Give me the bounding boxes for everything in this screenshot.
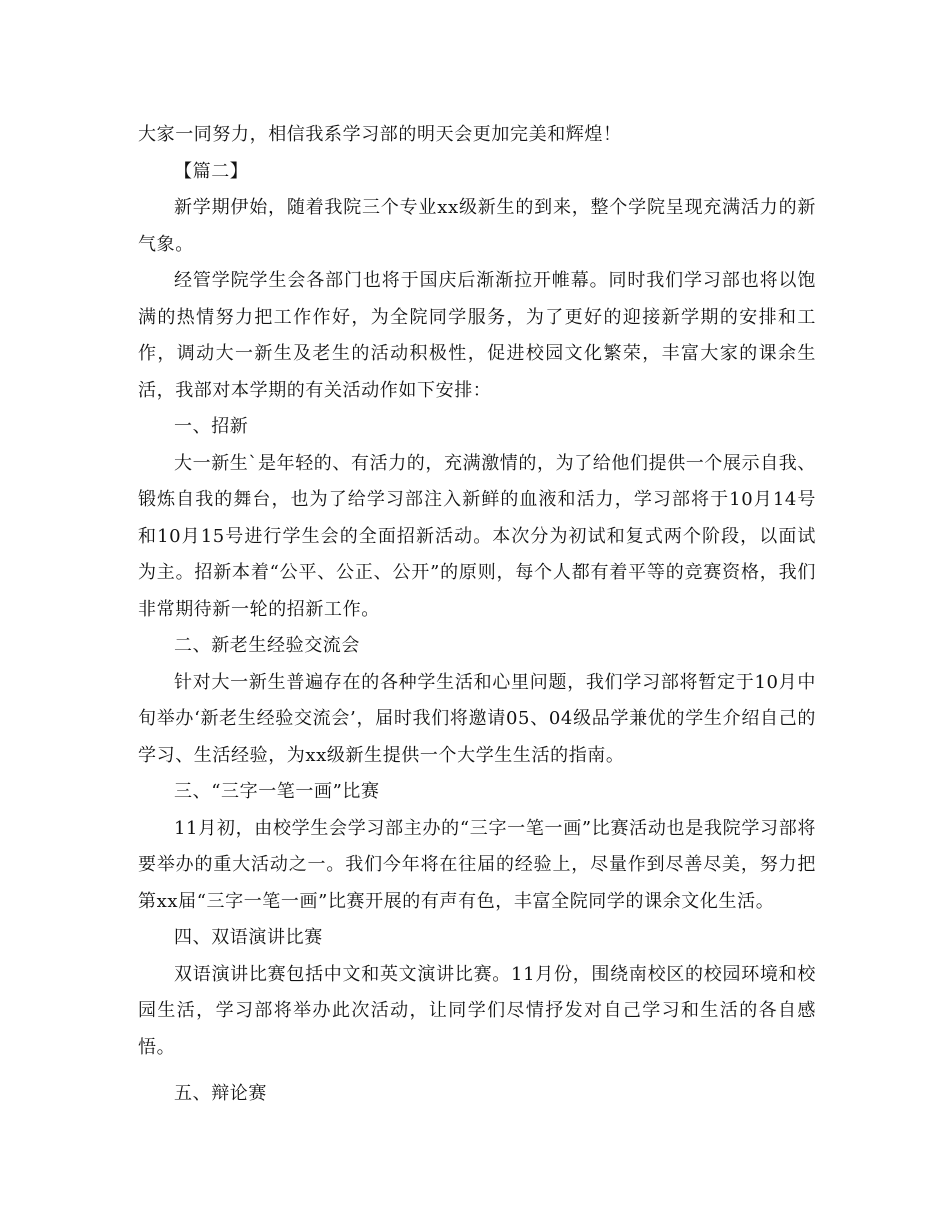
heading-calligraphy-contest: 三、“三字一笔一画”比赛 [174, 781, 380, 802]
exchange-meeting-paragraph: 针对大一新生普遍存在的各种学生活和心里问题，我们学习部将暂定于10月中旬举办‘新老生经验交流会’，届时我们将邀请05、04级品学兼优的学生介绍自己的学习、生活经验，为xx级新生提供一个大学生生活的指南。 [138, 671, 816, 766]
section-label-part-two: 【篇二】 [174, 160, 249, 182]
document-body [138, 117, 816, 1113]
heading-exchange-meeting: 二、新老生经验交流会 [174, 635, 360, 656]
heading-recruitment: 一、招新 [174, 416, 249, 437]
calligraphy-contest-paragraph: 11月初，由校学生会学习部主办的“三字一笔一画”比赛活动也是我院学习部将要举办的重大活动之一。我们今年将在往届的经验上，尽量作到尽善尽美，努力把第xx届“三字一笔一画”比赛开展的有声有色，丰富全院同学的课余文化生活。 [138, 817, 816, 912]
overview-paragraph: 经管学院学生会各部门也将于国庆后渐渐拉开帷幕。同时我们学习部也将以饱满的热情努力把工作作好，为全院同学服务，为了更好的迎接新学期的安排和工作，调动大一新生及老生的活动积极性，促进校园文化繁荣，丰富大家的课余生活，我部对本学期的有关活动作如下安排： [138, 270, 816, 401]
heading-debate: 五、辩论赛 [174, 1083, 267, 1104]
recruitment-paragraph: 大一新生`是年轻的、有活力的，充满激情的，为了给他们提供一个展示自我、锻炼自我的舞台，也为了给学习部注入新鲜的血液和活力，学习部将于10月14号和10月15号进行学生会的全面招新活动。本次分为初试和复式两个阶段，以面试为主。招新本着“公平、公正、公开”的原则，每个人都有着平等的竞赛资格，我们非常期待新一轮的招新工作。 [138, 452, 816, 620]
closing-paragraph: 大家一同努力，相信我系学习部的明天会更加完美和辉煌！ [138, 124, 622, 145]
bilingual-speech-paragraph: 双语演讲比赛包括中文和英文演讲比赛。11月份，围绕南校区的校园环境和校园生活，学习部将举办此次活动，让同学们尽情抒发对自己学习和生活的各自感悟。 [138, 963, 816, 1058]
intro-paragraph: 新学期伊始，随着我院三个专业xx级新生的到来，整个学院呈现充满活力的新气象。 [138, 197, 816, 255]
heading-bilingual-speech: 四、双语演讲比赛 [174, 927, 323, 948]
